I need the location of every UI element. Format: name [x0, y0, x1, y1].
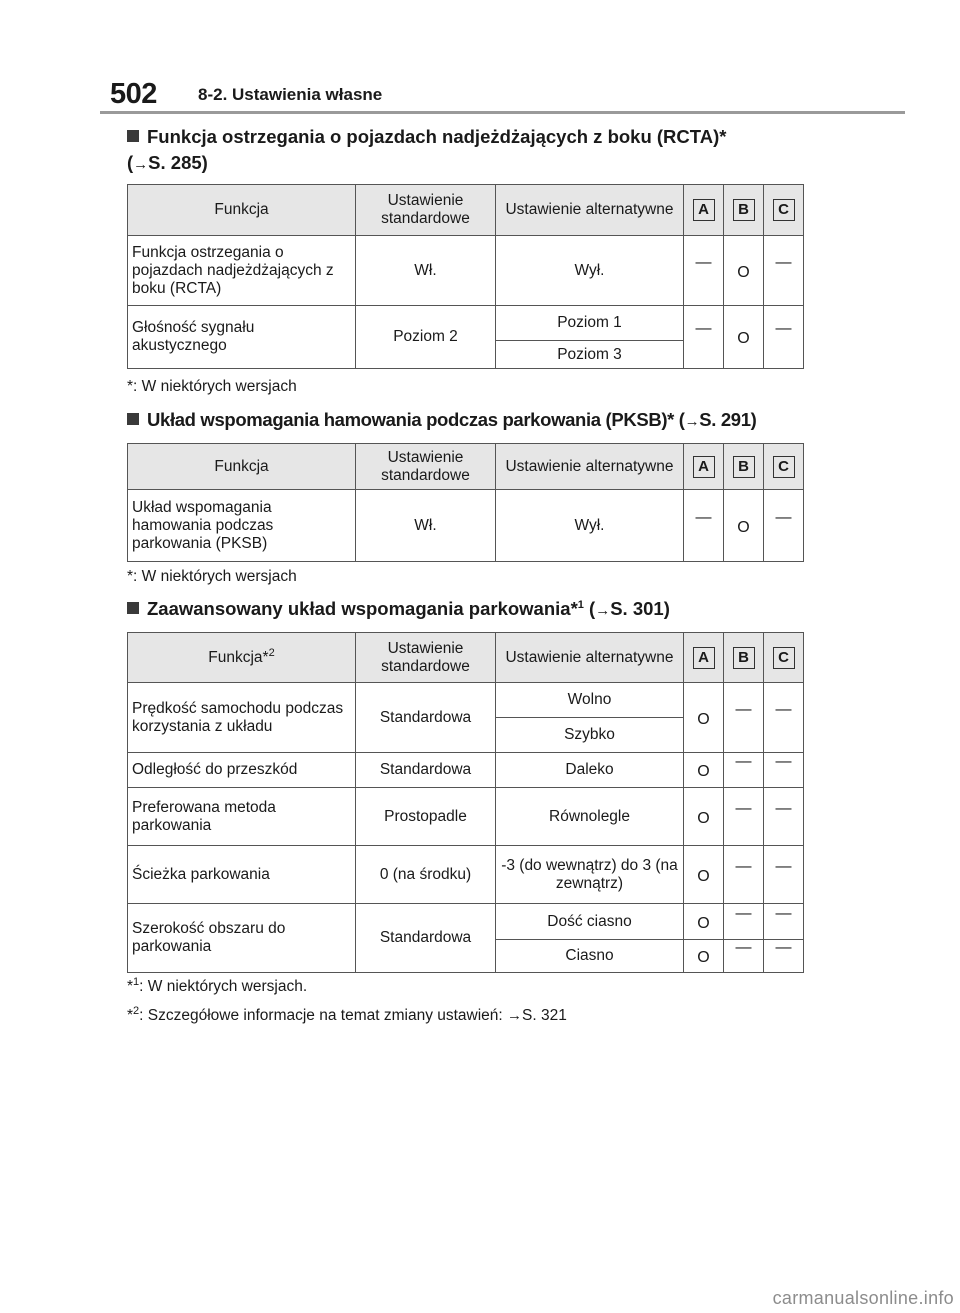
arrow-right-icon: →: [684, 413, 700, 430]
table-row: Prędkość samochodu podczas korzystania z układu Standardowa Wolno O — —: [128, 683, 804, 718]
table-header-row: Funkcja Ustawienie standardowe Ustawienie alternatywne A B C: [128, 185, 804, 236]
table-row: Odległość do przeszkód Standardowa Daleko O — —: [128, 753, 804, 788]
section-title-pksb: Układ wspomagania hamowania podczas parkowania (PKSB)* (→S. 291): [127, 407, 756, 435]
column-c-label: C: [773, 456, 795, 478]
table-header-row: Funkcja Ustawienie standardowe Ustawienie alternatywne A B C: [128, 444, 804, 490]
section-title-rcta: Funkcja ostrzegania o pojazdach nadjeżdżających z boku (RCTA)* (→S. 285): [127, 126, 727, 173]
page-header: [100, 78, 905, 114]
chapter-title: 8-2. Ustawienia własne: [198, 85, 383, 104]
table-pksb: [127, 443, 804, 562]
column-b-label: B: [733, 647, 755, 669]
arrow-right-icon: →: [133, 156, 149, 173]
column-a-label: A: [693, 456, 715, 478]
watermark: carmanualsonline.info: [772, 1288, 954, 1308]
footnote-2: *$^2$: Szczegółowe informacje na temat zmiany ustawień: →S. 321: [127, 1004, 567, 1024]
table-advanced-parking: Funkcja*$^2$ Ustawienie standardowe Ustawienie alternatywne A B C Prędkość samochodu podczas korzystania z układu Standardowa Wolno O — — Szybko Odległość do przeszkód Standardowa Daleko O — — Preferowana metoda parkowania Prostopadle Równolegle O — — Ścieżka parkowania 0 (na środku) -3 (do wewnątrz) do 3 (na zewnątrz) O — — Szerokość obszaru do parkowania Standardowa Dość ciasno O — — Ciasno O — —: [127, 632, 804, 973]
page-number: 502: [110, 78, 157, 110]
column-b-label: B: [733, 456, 755, 478]
square-bullet-icon: [127, 413, 139, 425]
section-title-advanced-parking: Zaawansowany układ wspomagania parkowania*$^1$ (→S. 301): [127, 596, 670, 624]
column-b-label: B: [733, 199, 755, 221]
table-rcta: Funkcja Ustawienie standardowe Ustawienie alternatywne A B C Funkcja ostrzegania o pojazdach nadjeżdżających z boku (RCTA) Wł. Wył. — O — Głośność sygnału akustycznego Poziom 2 Poziom 1 — O — Poziom 3: [127, 184, 804, 369]
column-a-label: A: [693, 647, 715, 669]
arrow-right-icon: →: [595, 602, 611, 619]
footnote: *: W niektórych wersjach: [127, 568, 297, 585]
footnote-1: *$^1$: W niektórych wersjach.: [127, 975, 308, 995]
arrow-right-icon: →: [507, 1007, 523, 1024]
table-row: Układ wspomagania hamowania podczas parkowania (PKSB) Wł. Wył. — O —: [128, 490, 804, 562]
table-row: Głośność sygnału akustycznego Poziom 2 Poziom 1 — O —: [128, 306, 804, 341]
table-row: Ścieżka parkowania 0 (na środku) -3 (do wewnątrz) do 3 (na zewnątrz) O — —: [128, 846, 804, 904]
column-c-label: C: [773, 199, 795, 221]
footnote: *: W niektórych wersjach: [127, 378, 297, 395]
table-row: Funkcja ostrzegania o pojazdach nadjeżdżających z boku (RCTA) Wł. Wył. — O —: [128, 236, 804, 306]
square-bullet-icon: [127, 602, 139, 614]
column-a-label: A: [693, 199, 715, 221]
table-row: Szerokość obszaru do parkowania Standardowa Dość ciasno O — —: [128, 904, 804, 940]
table-row: Preferowana metoda parkowania Prostopadle Równolegle O — —: [128, 788, 804, 846]
table-header-row: Funkcja*$^2$ Ustawienie standardowe Ustawienie alternatywne A B C: [128, 633, 804, 683]
square-bullet-icon: [127, 130, 139, 142]
column-c-label: C: [773, 647, 795, 669]
